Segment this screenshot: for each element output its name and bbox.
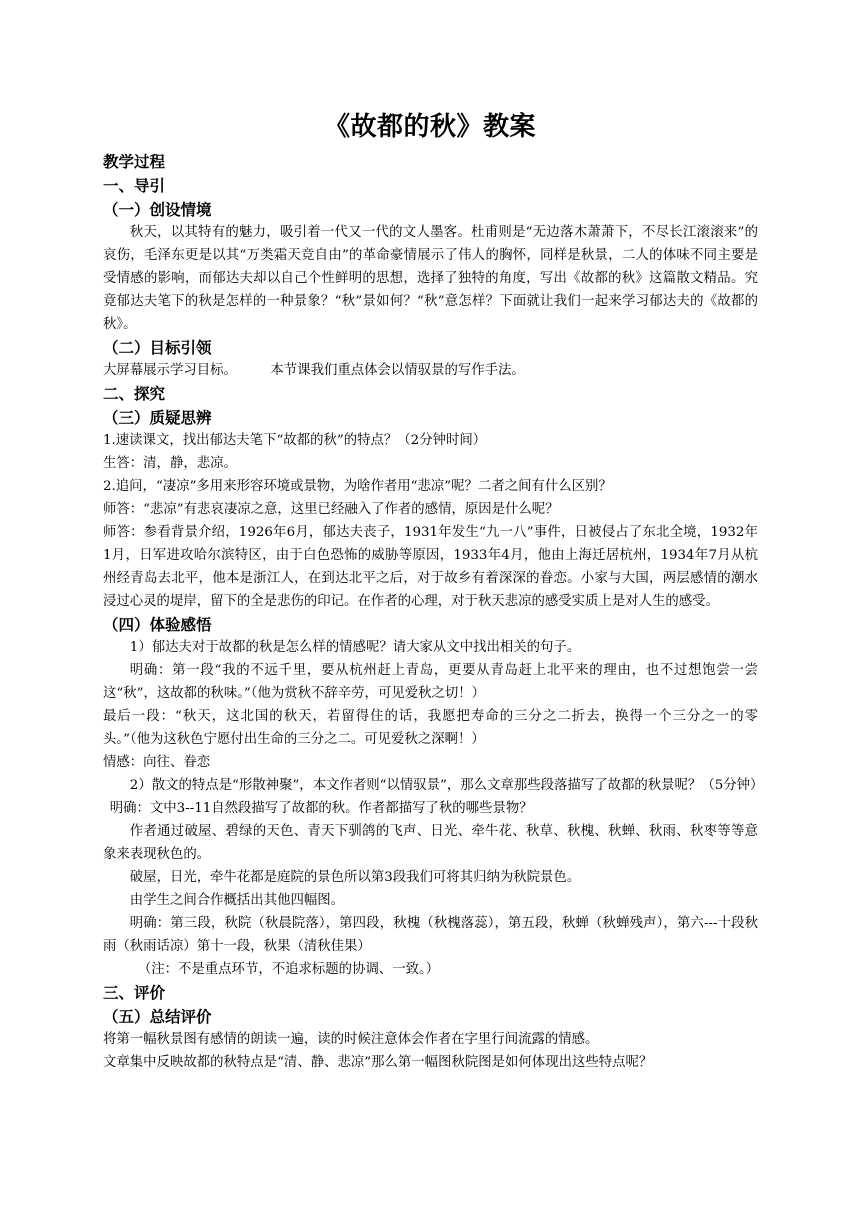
goal-text-b: 本节课我们重点体会以情驭景的写作手法。 — [270, 363, 525, 378]
experience-7: 作者通过破屋、碧绿的天色、青天下驯鸽的飞声、日光、牵牛花、秋草、秋槐、秋蝉、秋雨、秋枣等等意象来表现秋色的。 — [103, 824, 758, 862]
answer-2: 师答：“悲凉”有悲哀凄凉之意，这里已经融入了作者的感情，原因是什么呢？ — [103, 502, 559, 517]
summary-2: 文章集中反映故都的秋特点是“清、静、悲凉”那么第一幅图秋院图是如何体现出这些特点呢？ — [103, 1055, 653, 1070]
answer-1: 生答：清，静，悲凉。 — [103, 456, 237, 471]
subsection-heading-5: （五）总结评价 — [103, 1007, 212, 1026]
paragraph-goal — [103, 359, 758, 382]
goal-text-a: 大屏幕展示学习目标。 — [103, 363, 237, 378]
section-heading-3: 三、评价 — [103, 983, 166, 1002]
experience-10: 明确：第三段，秋院（秋晨院落），第四段，秋槐（秋槐落蕊），第五段，秋蝉（秋蝉残声），第六---十段秋雨（秋雨话凉）第十一段，秋果（清秋佳果） — [103, 916, 758, 954]
document-title: 《故都的秋》教案 — [323, 112, 536, 142]
subsection-heading-1: （一）创设情境 — [103, 200, 212, 219]
answer-3: 师答：参看背景介绍，1926年6月，郁达夫丧子，1931年发生“九一八”事件，日被侵占了东北全境，1932年1月，日军进攻哈尔滨特区，由于白色恐怖的威胁等原因，1933年4月，他由上海迁居杭州，1934年7月从杭州经青岛去北平，他本是浙江人，在到达北平之后，对于故乡有着深深的眷恋。小家与大国，两层感情的潮水浸过心灵的堤岸，留下的全是悲伤的印记。在作者的心理，对于秋天悲凉的感受实质上是对人生的感受。 — [103, 525, 758, 609]
question-1: 1.速读课文，找出郁达夫笔下“故都的秋”的特点？（2分钟时间） — [103, 433, 487, 448]
experience-5: 2）散文的特点是“形散神聚”，本文作者则“以情驭景”，那么文章那些段落描写了故都的秋景呢？（5分钟） — [129, 778, 764, 793]
subsection-heading-4: （四）体验感悟 — [103, 615, 212, 634]
paragraph-intro: 秋天，以其特有的魅力，吸引着一代又一代的文人墨客。杜甫则是“无边落木萧萧下，不尽长江滚滚来”的哀伤，毛泽东更是以其“万类霜天竞自由”的革命豪情展示了伟人的胸怀，同样是秋景，二人的体味不同主要是受情感的影响，而郁达夫却以自己个性鲜明的思想，选择了独特的角度，写出《故都的秋》这篇散文精品。究竟郁达夫笔下的秋是怎样的一种景象？“秋”景如何？“秋”意怎样？下面就让我们一起来学习郁达夫的《故都的秋》。 — [103, 225, 758, 332]
subsection-heading-3: （三）质疑思辨 — [103, 408, 212, 427]
experience-9: 由学生之间合作概括出其他四幅图。 — [129, 893, 345, 908]
heading-teaching-process: 教学过程 — [103, 152, 166, 171]
question-2: 2.追问，“凄凉”多用来形容环境或景物，为啥作者用“悲凉”呢？二者之间有什么区别？ — [103, 479, 612, 494]
experience-1: 1）郁达夫对于故都的秋是怎么样的情感呢？请大家从文中找出相关的句子。 — [129, 640, 581, 655]
experience-4: 情感：向往、眷恋 — [103, 755, 211, 770]
experience-8: 破屋，日光，牵牛花都是庭院的景色所以第3段我们可将其归纳为秋院景色。 — [129, 870, 581, 885]
experience-11-note: （注：不是重点环节，不追求标题的协调、一致。） — [137, 962, 440, 977]
summary-1: 将第一幅秋景图有感情的朗读一遍，读的时候注意体会作者在字里行间流露的情感。 — [103, 1032, 599, 1047]
section-heading-1: 一、导引 — [103, 176, 166, 195]
experience-3: 最后一段：“秋天，这北国的秋天，若留得住的话，我愿把寿命的三分之二折去，换得一个三分之一的零头。”（他为这秋色宁愿付出生命的三分之二。可见爱秋之深啊！） — [103, 709, 758, 747]
experience-2: 明确：第一段“我的不远千里，要从杭州赶上青岛，更要从青岛赶上北平来的理由，也不过想饱尝一尝这“秋”，这故都的秋味。”（他为赏秋不辞辛劳，可见爱秋之切！） — [103, 663, 758, 701]
subsection-heading-2: （二）目标引领 — [103, 338, 212, 357]
document-body — [103, 150, 764, 1074]
experience-6: 明确：文中3--11自然段描写了故都的秋。作者都描写了秋的哪些景物？ — [109, 801, 533, 816]
section-heading-2: 二、探究 — [103, 384, 166, 403]
